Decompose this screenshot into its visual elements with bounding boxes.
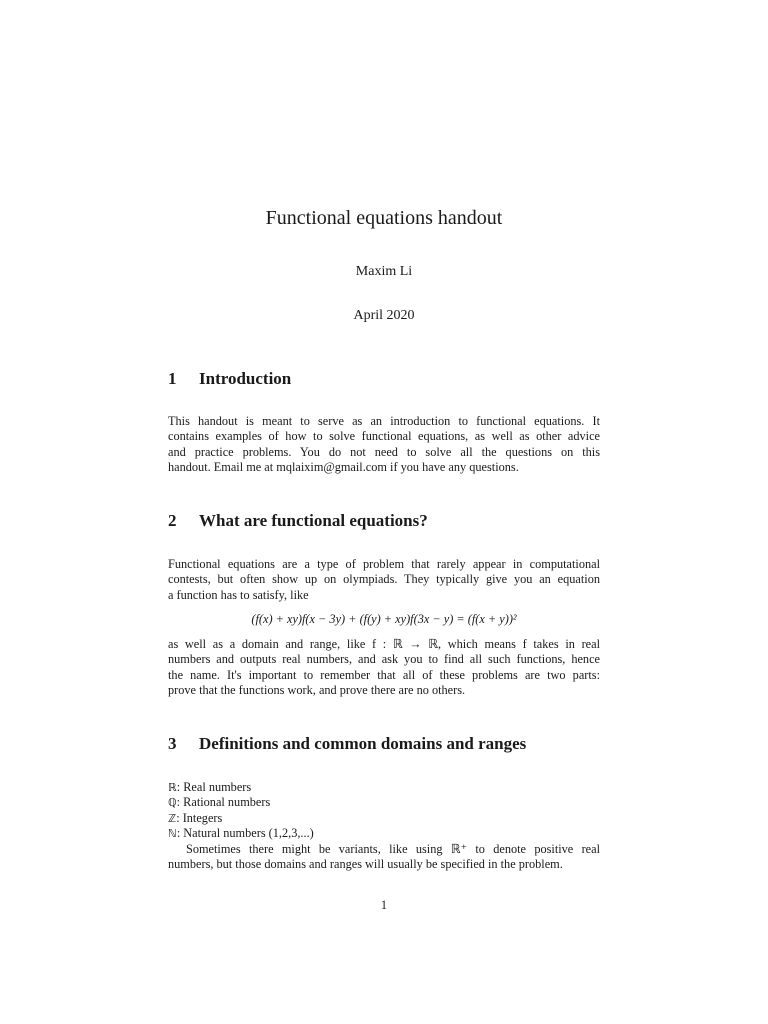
introduction-paragraph (168, 414, 600, 476)
definition-item-rational (168, 795, 600, 810)
rational-numbers-symbol: ℚ (168, 796, 177, 810)
paragraph-line: and practice problems. You do not need to solve all the questions on this (168, 444, 600, 459)
document-date: April 2020 (353, 308, 415, 323)
definitions-list (168, 780, 600, 872)
definition-text: : Real numbers (176, 780, 252, 794)
paragraph-line: numbers, but those domains and ranges will usually be specified in the problem. (168, 857, 563, 872)
paragraph-line: contests, but often show up on olympiads. They typically give you an equation (168, 572, 600, 587)
paragraph-line: handout. Email me at mqlaixim@gmail.com if you have any questions. (168, 460, 519, 475)
definition-text: : Natural numbers (1,2,3,...) (176, 826, 314, 841)
definition-item-integers (168, 811, 600, 826)
paragraph-line: Sometimes there might be variants, like using ℝ⁺ to denote positive real (186, 841, 600, 856)
section-title: Introduction (199, 369, 292, 388)
paragraph-line: the name. It's important to remember that all of these problems are two parts: (168, 667, 600, 682)
definition-text: : Rational numbers (176, 795, 271, 810)
paragraph-line: prove that the functions work, and prove there are no others. (168, 683, 466, 698)
integers-symbol: ℤ (168, 811, 177, 825)
section-heading-introduction (168, 369, 291, 389)
functional-equations-paragraph-domain (168, 637, 600, 699)
paragraph-line: as well as a domain and range, like f : ℝ → ℝ, which means f takes in real (168, 637, 600, 651)
section-number: 1 (168, 369, 177, 388)
real-numbers-symbol: ℝ (168, 781, 177, 794)
definition-item-real (168, 780, 600, 795)
section-title: Definitions and common domains and ranges (199, 734, 527, 753)
section-title: What are functional equations? (199, 511, 428, 530)
document-title: Functional equations handout (265, 207, 503, 229)
paragraph-line: a function has to satisfy, like (168, 587, 309, 602)
display-equation: (f(x) + xy)f(x − 3y) + (f(y) + xy)f(3x − y) = (f(x + y))² (251, 612, 517, 626)
natural-numbers-symbol: ℕ (168, 827, 177, 841)
definition-text: : Integers (176, 810, 223, 825)
paragraph-line: contains examples of how to solve functional equations, as well as other advice (168, 429, 600, 444)
section-heading-definitions (168, 734, 526, 754)
functional-equations-paragraph-intro (168, 557, 600, 603)
paragraph-line: numbers and outputs real numbers, and ask you to find all such functions, hence (168, 652, 600, 667)
section-number: 2 (168, 511, 177, 530)
paragraph-line: This handout is meant to serve as an introduction to functional equations. It (168, 414, 600, 428)
page-number: 1 (380, 898, 388, 912)
definition-item-natural (168, 826, 600, 841)
section-heading-what-are-functional-equations (168, 511, 428, 531)
paragraph-line: Functional equations are a type of problem that rarely appear in computational (168, 557, 600, 571)
document-author: Maxim Li (355, 264, 413, 279)
section-number: 3 (168, 734, 177, 753)
